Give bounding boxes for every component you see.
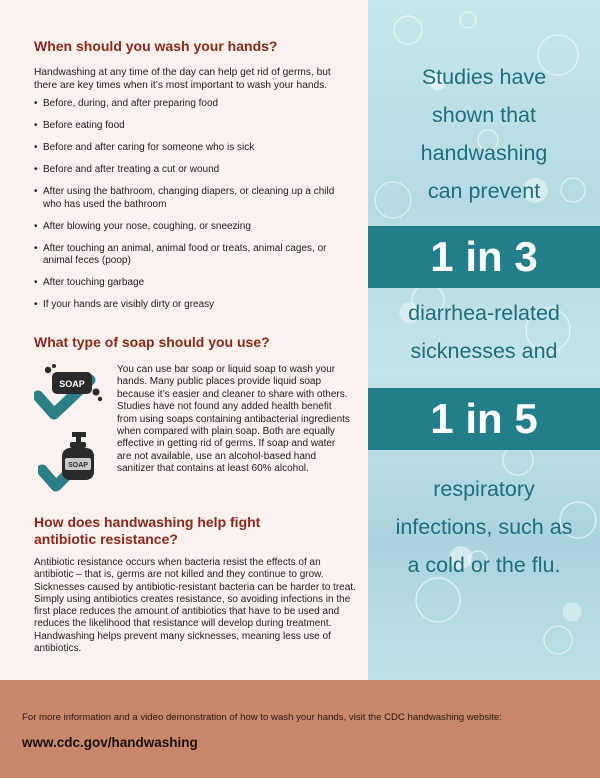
list-item: • Before eating food — [34, 120, 346, 133]
soap-heading: What type of soap should you use? — [34, 334, 270, 350]
stats-line-8: infections, such as — [395, 515, 573, 539]
stats-line-4: can prevent — [427, 179, 541, 203]
list-item: • Before and after treating a cut or wound — [34, 164, 346, 177]
antibiotic-text: Antibiotic resistance occurs when bacteria resist the effects of an antibiotic – that is, germs are not killed and they continue to grow. Sicknesses caused by antibiotic-resistant bacteria can be harder to treat. Simply using antibiotics creates resistance, so avoiding infections in the first place reduces the amount of antibiotics that have to be used and reduces the likelihood that resistance will develop during treatment. Handwashing helps prevent many sicknesses, meaning less use of antibiotics. — [34, 557, 356, 655]
stats-panel — [368, 0, 600, 680]
list-item: • After blowing your nose, coughing, or sneezing — [34, 221, 346, 234]
list-item: • Before, during, and after preparing food — [34, 98, 346, 111]
footer-text: For more information and a video demonstration of how to wash your hands, visit the CDC handwashing website: — [22, 712, 502, 723]
list-item: • Before and after caring for someone who is sick — [34, 142, 346, 155]
stats-line-3: handwashing — [420, 141, 548, 165]
footer — [0, 680, 600, 778]
stats-line-5: diarrhea-related — [408, 301, 560, 325]
soap-bottle-label: SOAP — [68, 462, 88, 469]
soap-bottle-check-icon — [38, 428, 100, 496]
wash-bullet-list — [34, 98, 346, 312]
soap-section — [34, 360, 354, 500]
wash-heading: When should you wash your hands? — [34, 38, 278, 54]
stats-line-1: Studies have — [421, 65, 547, 89]
stat-1-in-5: 1 in 5 — [430, 395, 538, 442]
list-item: • After using the bathroom, changing diapers, or cleaning up a child who has used the bathroom — [34, 186, 346, 211]
soap-text: You can use bar soap or liquid soap to wash your hands. Many public places provide liquid soap because it’s easier and cleaner to share with others. Studies have not found any added health benefit from using soaps containing antibacterial ingredients when compared with plain soap. Both are equally effective in getting rid of germs. If soap and water are not available, use an alcohol-based hand sanitizer that contains at least 60% alcohol. — [117, 364, 350, 475]
stat-band-1 — [368, 226, 600, 288]
cdc-handwashing-link[interactable]: www.cdc.gov/handwashing — [22, 735, 198, 750]
stats-line-9: a cold or the flu. — [407, 553, 561, 577]
stat-band-2 — [368, 388, 600, 450]
soap-bar-label: SOAP — [59, 379, 85, 389]
antibiotic-heading: How does handwashing help fight antibiotic resistance? — [34, 514, 261, 547]
list-item: • After touching garbage — [34, 277, 346, 290]
stat-1-in-3: 1 in 3 — [430, 233, 538, 280]
list-item: • After touching an animal, animal food or treats, animal cages, or animal feces (poop) — [34, 243, 346, 268]
wash-intro: Handwashing at any time of the day can help get rid of germs, but there are key times when it’s most important to wash your hands. — [34, 67, 331, 91]
stats-line-6: sicknesses and — [410, 339, 558, 363]
list-item: • If your hands are visibly dirty or greasy — [34, 299, 346, 312]
soap-bar-check-icon — [34, 362, 104, 422]
stats-line-2: shown that — [432, 103, 536, 127]
stats-line-7: respiratory — [433, 477, 535, 501]
